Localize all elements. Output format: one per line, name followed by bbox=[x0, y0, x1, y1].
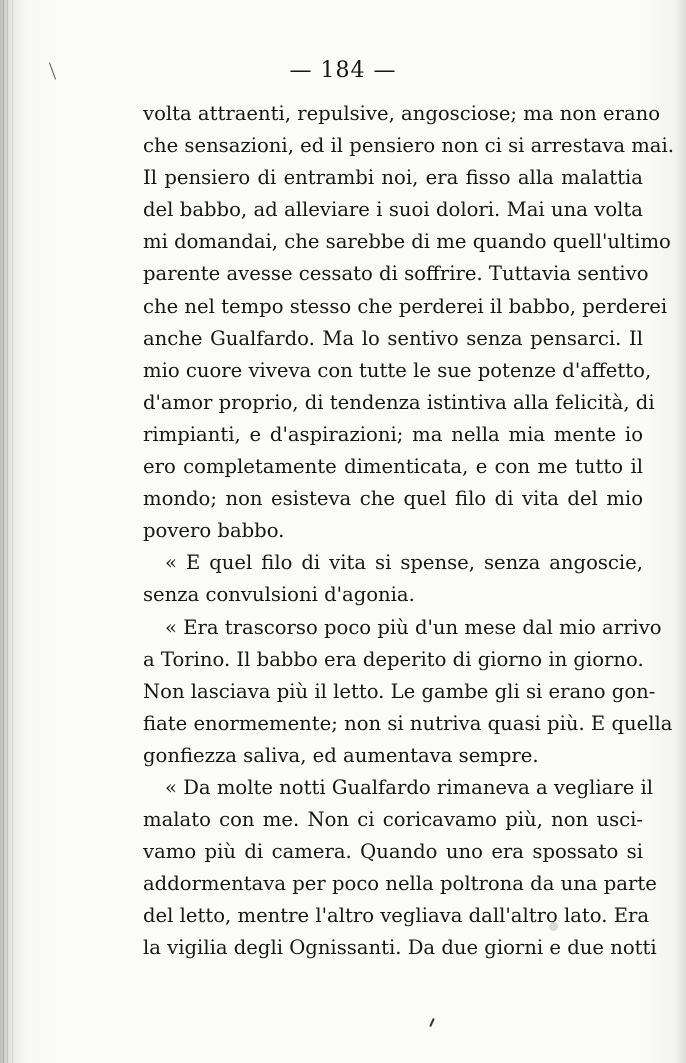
text-line: ero completamente dimenticata, e con me tutto il bbox=[143, 455, 643, 479]
text-line: « Era trascorso poco più d'un mese dal mio arrivo bbox=[165, 615, 662, 639]
text-line: a Torino. Il babbo era deperito di giorno in giorno. bbox=[143, 647, 644, 671]
text-line: vamo più di camera. Quando uno era spossato si bbox=[143, 840, 643, 864]
text-line: Il pensiero di entrambi noi, era fisso alla malattia bbox=[143, 166, 643, 190]
text-line: Non lasciava più il letto. Le gambe gli si erano gon- bbox=[143, 679, 656, 703]
paragraph-end-line: povero babbo. bbox=[143, 519, 285, 543]
text-line: rimpianti, e d'aspirazioni; ma nella mia mente io bbox=[143, 422, 643, 446]
text-line: « Da molte notti Gualfardo rimaneva a vegliare il bbox=[165, 775, 654, 799]
text-line: che nel tempo stesso che perderei il babbo, perderei bbox=[143, 294, 668, 318]
text-line: del letto, mentre l'altro vegliava dall'altro lato. Era bbox=[143, 904, 650, 928]
binding-edge bbox=[3, 0, 4, 1063]
text-line: volta attraenti, repulsive, angosciose; ma non erano bbox=[143, 102, 661, 125]
text-line: mondo; non esisteva che quel filo di vita del mio bbox=[143, 487, 643, 511]
binding-edge bbox=[12, 0, 13, 1063]
text-line: fiate enormemente; non si nutriva quasi più. E quella bbox=[143, 711, 673, 735]
text-line: parente avesse cessato di soffrire. Tuttavia sentivo bbox=[143, 262, 649, 286]
text-line: che sensazioni, ed il pensiero non ci si arrestava mai. bbox=[143, 134, 674, 158]
body-text bbox=[143, 98, 674, 965]
paragraph-end-line: gonfiezza saliva, ed aumentava sempre. bbox=[143, 743, 539, 767]
binding-edge bbox=[7, 0, 8, 1063]
page-number: — 184 — bbox=[289, 58, 397, 83]
text-line: malato con me. Non ci coricavamo più, non usci- bbox=[143, 808, 643, 832]
text-line: d'amor proprio, di tendenza istintiva alla felicità, di bbox=[143, 390, 655, 414]
text-line: anche Gualfardo. Ma lo sentivo senza pensarci. Il bbox=[143, 326, 643, 350]
text-line: la vigilia degli Ognissanti. Da due giorni e due notti bbox=[143, 936, 657, 960]
paragraph-end-line: senza convulsioni d'agonia. bbox=[143, 583, 415, 607]
text-line: mio cuore viveva con tutte le sue potenze d'affetto, bbox=[143, 358, 652, 382]
ink-mark bbox=[429, 1018, 435, 1027]
text-line: del babbo, ad alleviare i suoi dolori. Mai una volta bbox=[143, 198, 643, 222]
paper-spot bbox=[549, 922, 558, 931]
text-line: « E quel filo di vita si spense, senza angoscie, bbox=[165, 551, 643, 575]
text-line: mi domandai, che sarebbe di me quando quell'ultimo bbox=[143, 230, 671, 254]
text-line: addormentava per poco nella poltrona da una parte bbox=[143, 872, 657, 896]
